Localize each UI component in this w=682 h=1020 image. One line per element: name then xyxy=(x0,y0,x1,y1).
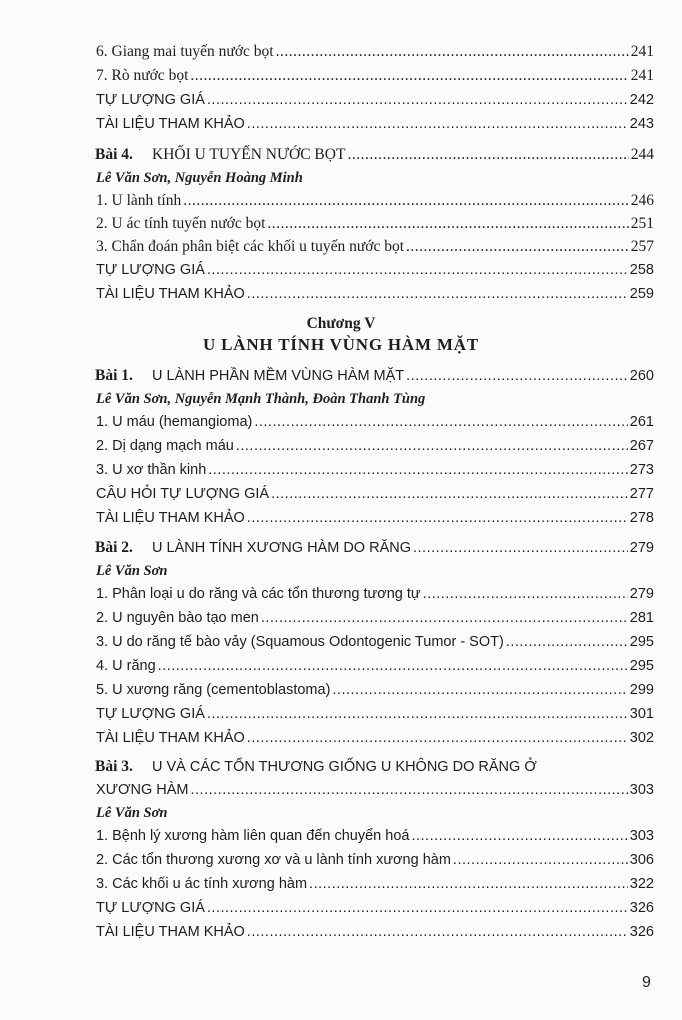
toc-entry: 2. Các tổn thương xương xơ và u lành tính xương hàm ..... 306 xyxy=(96,850,654,870)
toc-entry: 3. U do răng tế bào vảy (Squamous Odontogenic Tumor - SOT) ..... 295 xyxy=(96,632,654,652)
toc-entry: TÀI LIỆU THAM KHẢO ..... 302 xyxy=(96,728,654,748)
lesson-label: Bài 4. xyxy=(95,146,133,163)
toc-entry: 3. Chẩn đoán phân biệt các khối u tuyến nước bọt ..... 257 xyxy=(96,237,654,257)
toc-entry: 5. U xương răng (cementoblastoma) ..... 299 xyxy=(96,680,654,700)
toc-entry: 3. Các khối u ác tính xương hàm ..... 322 xyxy=(96,874,654,894)
toc-entry: TÀI LIỆU THAM KHẢO ..... 259 xyxy=(96,284,654,304)
toc-entry: 1. U máu (hemangioma) ..... 261 xyxy=(96,412,654,432)
lesson-label: Bài 2. xyxy=(95,539,133,556)
toc-entry: 1. Phân loại u do răng và các tổn thương tương tự ..... 279 xyxy=(96,584,654,604)
toc-entry: TỰ LƯỢNG GIÁ ..... 258 xyxy=(96,260,654,280)
lesson-title: U LÀNH PHẦN MỀM VÙNG HÀM MẶT ..... 260 xyxy=(152,366,654,386)
toc-entry: TÀI LIỆU THAM KHẢO ..... 243 xyxy=(96,114,654,134)
toc-entry: 7. Rò nước bọt ..... 241 xyxy=(96,66,654,86)
lesson-title: U LÀNH TÍNH XƯƠNG HÀM DO RĂNG ..... 279 xyxy=(152,538,654,558)
toc-entry: TỰ LƯỢNG GIÁ ..... 242 xyxy=(96,90,654,110)
toc-entry: 3. U xơ thần kinh ..... 273 xyxy=(96,460,654,480)
toc-entry: CÂU HỎI TỰ LƯỢNG GIÁ ..... 277 xyxy=(96,484,654,504)
lesson-label: Bài 3. xyxy=(95,758,133,775)
lesson-authors: Lê Văn Sơn xyxy=(96,563,168,579)
lesson-authors: Lê Văn Sơn, Nguyễn Mạnh Thành, Đoàn Thanh Tùng xyxy=(96,391,426,407)
lesson-authors: Lê Văn Sơn, Nguyễn Hoàng Minh xyxy=(96,170,303,186)
toc-entry: TÀI LIỆU THAM KHẢO ..... 326 xyxy=(96,922,654,942)
lesson-title-line1: U VÀ CÁC TỔN THƯƠNG GIỐNG U KHÔNG DO RĂNG Ở xyxy=(152,759,537,775)
chapter-title: U LÀNH TÍNH VÙNG HÀM MẶT xyxy=(203,335,479,354)
page-number: 9 xyxy=(642,974,651,991)
toc-entry: 4. U răng ..... 295 xyxy=(96,656,654,676)
toc-entry: 2. U ác tính tuyến nước bọt ..... 251 xyxy=(96,214,654,234)
toc-entry: 2. U nguyên bào tạo men ..... 281 xyxy=(96,608,654,628)
lesson-authors: Lê Văn Sơn xyxy=(96,805,168,821)
toc-entry: 2. Dị dạng mạch máu ..... 267 xyxy=(96,436,654,456)
chapter-number: Chương V xyxy=(306,315,376,332)
lesson-title: KHỐI U TUYẾN NƯỚC BỌT ..... 244 xyxy=(152,145,654,165)
toc-entry: 6. Giang mai tuyến nước bọt ..... 241 xyxy=(96,42,654,62)
toc-entry: 1. U lành tính ..... 246 xyxy=(96,191,654,211)
toc-entry: TỰ LƯỢNG GIÁ ..... 326 xyxy=(96,898,654,918)
toc-entry: 1. Bệnh lý xương hàm liên quan đến chuyển hoá ..... 303 xyxy=(96,826,654,846)
toc-entry: TÀI LIỆU THAM KHẢO ..... 278 xyxy=(96,508,654,528)
lesson-title-line2: XƯƠNG HÀM ..... 303 xyxy=(96,780,654,800)
lesson-label: Bài 1. xyxy=(95,367,133,384)
toc-entry: TỰ LƯỢNG GIÁ ..... 301 xyxy=(96,704,654,724)
